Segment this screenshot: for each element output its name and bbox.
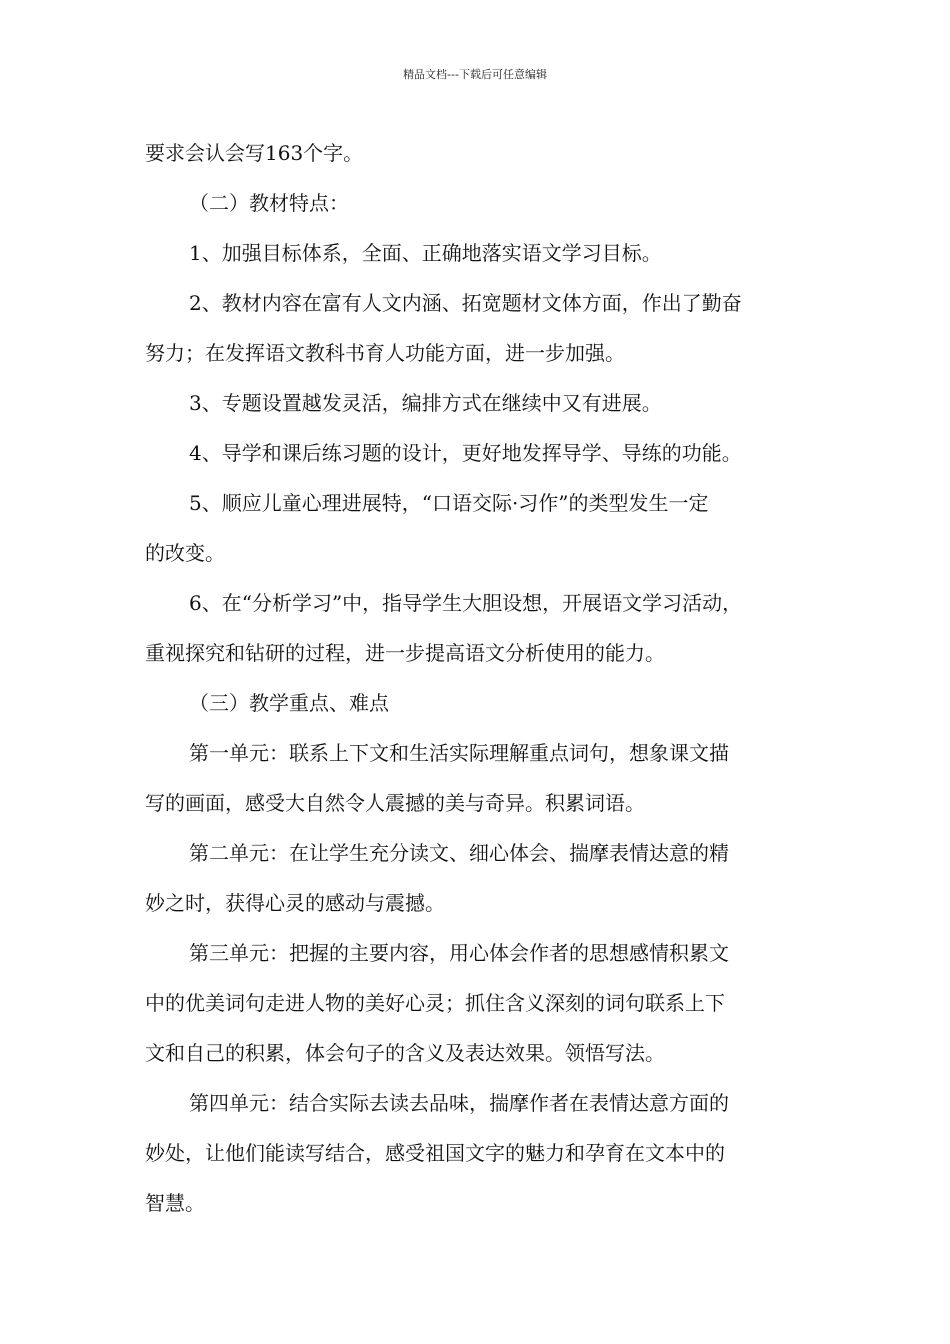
text-line: 妙之时，获得心灵的感动与震撼。 bbox=[145, 891, 445, 915]
text-line: 智慧。 bbox=[145, 1191, 205, 1215]
document-body bbox=[145, 128, 815, 1228]
text-line: 的改变。 bbox=[145, 541, 225, 565]
text-line: 努力；在发挥语文教科书育人功能方面，进一步加强。 bbox=[145, 341, 625, 365]
text-line: 写的画面，感受大自然令人震撼的美与奇异。积累词语。 bbox=[145, 791, 645, 815]
text-line: 3、专题设置越发灵活，编排方式在继续中又有进展。 bbox=[189, 391, 662, 415]
text-line: 第四单元：结合实际去读去品味，揣摩作者在表情达意方面的 bbox=[189, 1091, 729, 1115]
text-line: 4、导学和课后练习题的设计，更好地发挥导学、导练的功能。 bbox=[189, 441, 742, 465]
section-heading-key-points: （三）教学重点、难点 bbox=[189, 691, 389, 715]
text-line: 文和自己的积累，体会句子的含义及表达效果。领悟写法。 bbox=[145, 1041, 665, 1065]
text-line: 第一单元：联系上下文和生活实际理解重点词句，想象课文描 bbox=[189, 741, 729, 765]
text-line: 2、教材内容在富有人文内涵、拓宽题材文体方面，作出了勤奋 bbox=[189, 291, 742, 315]
text-line: 6、在“分析学习”中，指导学生大胆设想，开展语文学习活动， bbox=[189, 591, 743, 615]
text-line: 1、加强目标体系，全面、正确地落实语文学习目标。 bbox=[189, 241, 662, 265]
page-header: 精品文档---下载后可任意编辑 bbox=[403, 68, 547, 81]
text-line: 重视探究和钻研的过程，进一步提高语文分析使用的能力。 bbox=[145, 641, 665, 665]
text-line: 中的优美词句走进人物的美好心灵；抓住含义深刻的词句联系上下 bbox=[145, 991, 725, 1015]
text-line: 5、顺应儿童心理进展特，“口语交际·习作”的类型发生一定 bbox=[189, 491, 709, 515]
text-line: 第三单元：把握的主要内容，用心体会作者的思想感情积累文 bbox=[189, 941, 729, 965]
text-line: 妙处，让他们能读写结合，感受祖国文字的魅力和孕育在文本中的 bbox=[145, 1141, 725, 1165]
section-heading-features: （二）教材特点： bbox=[189, 191, 349, 215]
text-line: 要求会认会写163个字。 bbox=[145, 141, 364, 165]
text-line: 第二单元：在让学生充分读文、细心体会、揣摩表情达意的精 bbox=[189, 841, 729, 865]
